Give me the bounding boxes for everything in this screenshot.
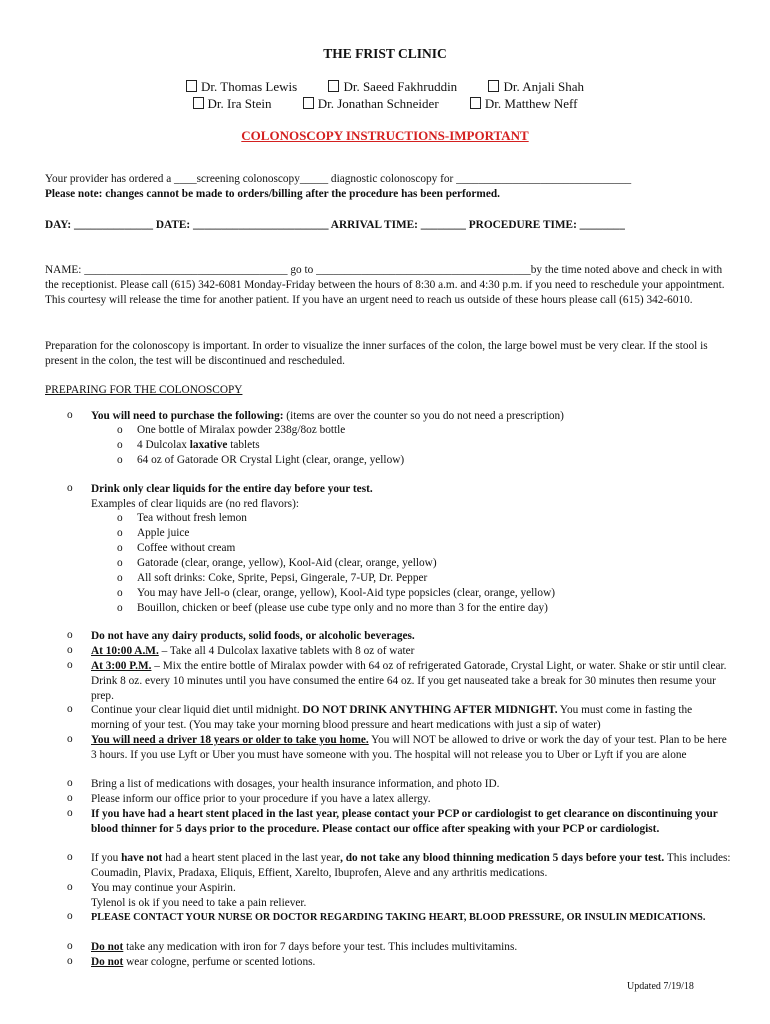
latex-rule: Please inform our office prior to your procedure if you have a latex allergy. (91, 793, 431, 805)
liquid-item: Coffee without cream (137, 542, 236, 554)
checkbox-icon[interactable] (186, 80, 197, 92)
supply-item: 4 Dulcolax laxative tablets (137, 439, 260, 451)
doctor-option[interactable]: Dr. Jonathan Schneider (303, 96, 439, 111)
updated-date: Updated 7/19/18 (627, 981, 694, 992)
supply-item: 64 oz of Gatorade OR Crystal Light (clear, orange, yellow) (137, 454, 405, 466)
schedule-line: DAY: ______________ DATE: ________________________ ARRIVAL TIME: ________ PROCEDURE TIME: ________ (45, 219, 625, 231)
note-line: Please note: changes cannot be made to orders/billing after the procedure has been performed. (45, 188, 500, 200)
bullet: o (67, 792, 73, 804)
instructions-heading: COLONOSCOPY INSTRUCTIONS-IMPORTANT (241, 128, 529, 143)
checkbox-icon[interactable] (470, 97, 481, 109)
bullet: o (117, 572, 123, 584)
ten-am-rule: At 10:00 A.M. – Take all 4 Dulcolax laxative tablets with 8 oz of water (91, 645, 415, 657)
liquid-item: All soft drinks: Coke, Sprite, Pepsi, Gingerale, 7-UP, Dr. Pepper (137, 572, 428, 584)
doctor-option[interactable]: Dr. Thomas Lewis (186, 79, 297, 94)
clinic-title: THE FRIST CLINIC (323, 46, 447, 61)
doctor-option[interactable]: Dr. Anjali Shah (488, 79, 584, 94)
doctors-row-1 (0, 79, 770, 95)
doctors-row-2 (0, 96, 770, 112)
order-line: Your provider has ordered a ____screening colonoscopy_____ diagnostic colonoscopy for _______________________________ (45, 173, 632, 185)
liquid-item: Gatorade (clear, orange, yellow), Kool-Aid (clear, orange, yellow) (137, 557, 437, 569)
liquid-item: You may have Jell-o (clear, orange, yellow), Kool-Aid type popsicles (clear, orange, yellow) (137, 587, 555, 599)
midnight-rule: Continue your clear liquid diet until midnight. DO NOT DRINK ANYTHING AFTER MIDNIGHT. You must come in fasting the morning of your test. (You may take your morning blood pressure and heart medications with just a sip of water) (91, 704, 693, 731)
bullet: o (117, 527, 123, 539)
bullet: o (67, 955, 73, 967)
dairy-rule: Do not have any dairy products, solid foods, or alcoholic beverages. (91, 630, 415, 642)
bullet: o (67, 733, 73, 745)
bullet: o (67, 851, 73, 863)
clear-liquids-item: Drink only clear liquids for the entire day before your test. (91, 483, 373, 495)
checkbox-icon[interactable] (303, 97, 314, 109)
bullet: o (117, 542, 123, 554)
bullet: o (67, 910, 73, 922)
doctor-option[interactable]: Dr. Ira Stein (193, 96, 272, 111)
purchase-item: You will need to purchase the following: (items are over the counter so you do not need a prescription) (91, 410, 564, 422)
cologne-rule: Do not wear cologne, perfume or scented lotions. (91, 956, 316, 968)
tylenol-note: Tylenol is ok if you need to take a pain reliever. (91, 897, 307, 909)
iron-rule: Do not take any medication with iron for 7 days before your test. This includes multivitamins. (91, 941, 518, 953)
bullet: o (67, 482, 73, 494)
preparing-heading: PREPARING FOR THE COLONOSCOPY (45, 384, 243, 396)
bullet: o (67, 777, 73, 789)
contact-rule: PLEASE CONTACT YOUR NURSE OR DOCTOR REGARDING TAKING HEART, BLOOD PRESSURE, OR INSULIN MEDICATIONS. (91, 912, 706, 923)
stent-no-rule: If you have not had a heart stent placed in the last year, do not take any blood thinning medication 5 days before your test. This includes: Coumadin, Plavix, Pradaxa, Eliquis, Effient, Xarelto, Ibuprofen, Aleve and any arthritis medications. (91, 852, 731, 879)
liquid-item: Tea without fresh lemon (137, 512, 247, 524)
meds-rule: Bring a list of medications with dosages, your health insurance information, and photo ID. (91, 778, 500, 790)
bullet: o (117, 424, 123, 436)
bullet: o (67, 807, 73, 819)
bullet: o (67, 659, 73, 671)
checkbox-icon[interactable] (193, 97, 204, 109)
prep-paragraph: Preparation for the colonoscopy is important. In order to visualize the inner surfaces of the colon, the large bowel must be very clear. If the stool is present in the colon, the test will be discontinued and rescheduled. (45, 340, 708, 368)
liquid-item: Apple juice (137, 527, 190, 539)
supply-item: One bottle of Miralax powder 238g/8oz bottle (137, 424, 346, 436)
bullet: o (67, 703, 73, 715)
aspirin-rule: You may continue your Aspirin. (91, 882, 236, 894)
stent-yes-rule: If you have had a heart stent placed in the last year, please contact your PCP or cardiologist to get clearance on discontinuing your blood thinner for 5 days prior to the procedure. Please contact our office after speaking with your PCP or cardiologist. (91, 808, 718, 835)
checkbox-icon[interactable] (488, 80, 499, 92)
name-paragraph: NAME: ____________________________________ go to ______________________________________by the time noted above and check in with the receptionist. Please call (615) 342-6081 Monday-Friday between the hours of 8:30 a.m. and 4:30 p.m. if you need to reschedule your appointment. This courtesy will release the time for another patient. If you have an urgent need to reach us outside of these hours please call (615) 342-6010. (45, 264, 725, 307)
bullet: o (117, 587, 123, 599)
bullet: o (117, 439, 123, 451)
bullet: o (67, 881, 73, 893)
bullet: o (117, 454, 123, 466)
liquid-item: Bouillon, chicken or beef (please use cube type only and no more than 3 for the entire day) (137, 602, 548, 614)
doctor-option[interactable]: Dr. Saeed Fakhruddin (328, 79, 457, 94)
bullet: o (67, 940, 73, 952)
bullet: o (117, 512, 123, 524)
bullet: o (117, 602, 123, 614)
bullet: o (67, 644, 73, 656)
bullet: o (117, 557, 123, 569)
checkbox-icon[interactable] (328, 80, 339, 92)
driver-rule: You will need a driver 18 years or older to take you home. You will NOT be allowed to drive or work the day of your test. Plan to be here 3 hours. If you use Lyft or Uber you must have someone with you. The hospital will not release you to Uber or Lyft if you are alone (91, 734, 727, 761)
doctor-option[interactable]: Dr. Matthew Neff (470, 96, 578, 111)
bullet: o (67, 409, 73, 421)
bullet: o (67, 629, 73, 641)
three-pm-rule: At 3:00 P.M. – Mix the entire bottle of Miralax powder with 64 oz of refrigerated Gatorade, Crystal Light, or water. Shake or stir until clear. Drink 8 oz. every 10 minutes until you have consumed the entire 64 oz. If you get nauseated take a break for 30 minutes then resume your prep. (91, 660, 727, 702)
clear-liquids-examples: Examples of clear liquids are (no red flavors): (91, 498, 299, 510)
